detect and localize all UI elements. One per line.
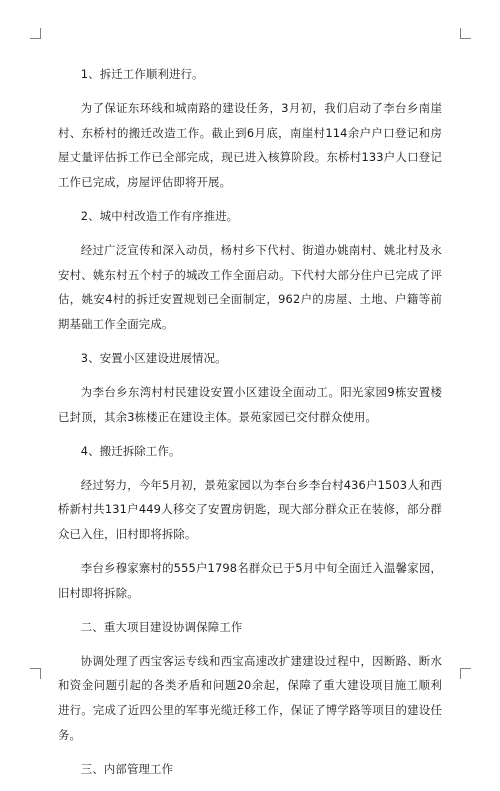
section-heading-village-renovation: 2、城中村改造工作有序推进。 bbox=[80, 208, 239, 223]
crop-mark-top-left bbox=[30, 28, 41, 39]
section-heading-internal-management: 三、内部管理工作 bbox=[80, 761, 174, 776]
paragraph-village-renovation-detail: 经过广泛宣传和深入动员，杨村乡下代村、街道办姚南村、姚北村及永安村、姚东村五个村子的城改工作全面启动。下代村大部分住户已完成了评估，姚安4村的拆迁安置规划已全面制定，962户的房屋、土地、户籍等前期基础工作全面完成。 bbox=[58, 243, 442, 331]
document-body bbox=[58, 62, 442, 791]
section-heading-resettlement: 3、安置小区建设进展情况。 bbox=[80, 350, 227, 365]
paragraph-relocation-detail-2: 李台乡穆家寨村的555户1798名群众已于5月中旬全面迁入温馨家园，旧村即将拆除。 bbox=[58, 561, 442, 600]
paragraph-resettlement-detail: 为李台乡东湾村村民建设安置小区建设全面动工。阳光家园9栋安置楼已封顶，其余3栋楼正在建设主体。景苑家园已交付群众使用。 bbox=[58, 385, 442, 424]
section-heading-demolition: 1、拆迁工作顺利进行。 bbox=[80, 67, 204, 81]
section-heading-major-projects: 二、重大项目建设协调保障工作 bbox=[80, 619, 243, 634]
paragraph-demolition-detail: 为了保证东环线和城南路的建设任务，3月初，我们启动了李台乡南崖村、东桥村的搬迁改造工作。截止到6月底，南崖村114余户户口登记和房屋丈量评估拆工作已全部完成，现已进入核算阶段。东桥村133户人口登记工作已完成，房屋评估即将开展。 bbox=[58, 101, 442, 189]
paragraph-relocation-detail-1: 经过努力，今年5月初，景苑家园以为李台乡李台村436户1503人和西桥新村共131户449人移交了安置房钥匙，现大部分群众正在装修，部分群众已入住，旧村即将拆除。 bbox=[58, 477, 442, 541]
crop-mark-top-right bbox=[460, 28, 471, 39]
crop-mark-bottom-right bbox=[460, 668, 471, 679]
crop-mark-bottom-left bbox=[30, 668, 41, 679]
section-heading-relocation: 4、搬迁拆除工作。 bbox=[80, 443, 181, 458]
paragraph-major-projects-detail: 协调处理了西宝客运专线和西宝高速改扩建建设过程中，因断路、断水和资金问题引起的各类矛盾和问题20余起，保障了重大建设项目施工顺利进行。完成了近四公里的军事光缆迁移工作，保证了博学路等项目的建设任务。 bbox=[58, 653, 442, 742]
